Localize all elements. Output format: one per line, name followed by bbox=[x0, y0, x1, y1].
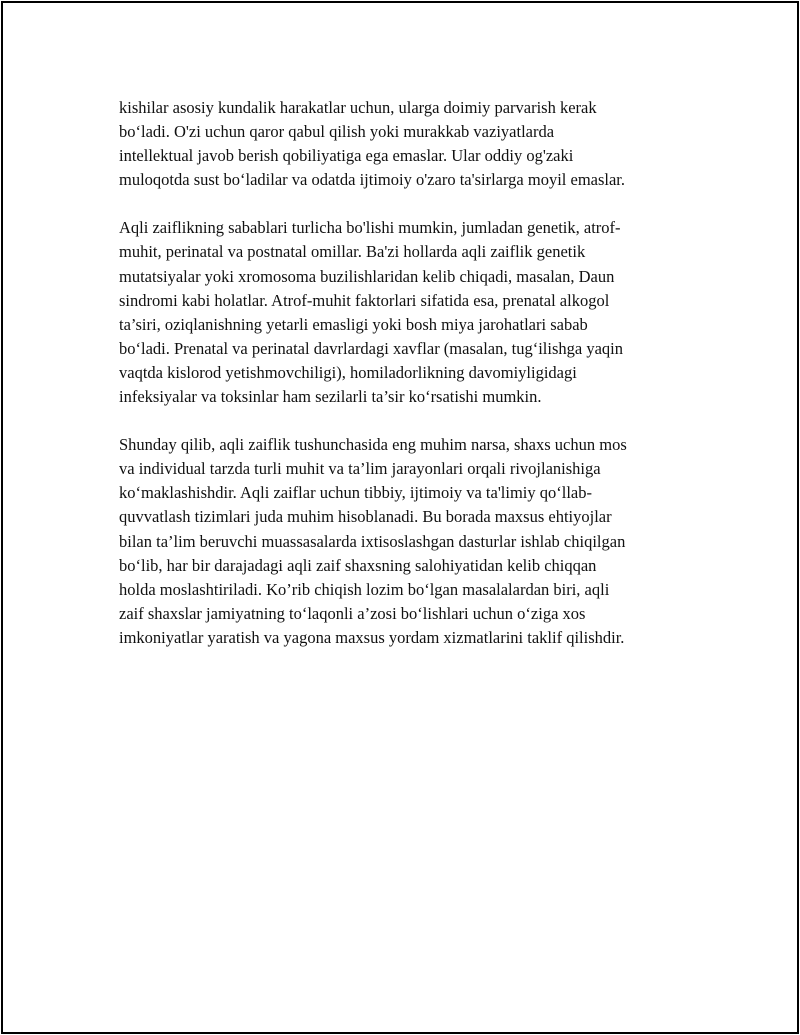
text-line: holda moslashtiriladi. Ko’rib chiqish lozim bo‘lgan masalalardan biri, aqli bbox=[119, 579, 610, 599]
text-line: intellektual javob berish qobiliyatiga ega emaslar. Ular oddiy og'zaki bbox=[119, 146, 574, 166]
text-line: bilan ta’lim beruvchi muassasalarda ixtisoslashgan dasturlar ishlab chiqilgan bbox=[119, 531, 626, 551]
text-line: muloqotda sust bo‘ladilar va odatda ijtimoiy o'zaro ta'sirlarga moyil emaslar. bbox=[119, 170, 626, 190]
document-body bbox=[119, 96, 691, 674]
text-line: sindromi kabi holatlar. Atrof-muhit faktorlari sifatida esa, prenatal alkogol bbox=[119, 290, 610, 310]
text-line: Aqli zaiflikning sabablari turlicha bo'lishi mumkin, jumladan genetik, atrof- bbox=[119, 218, 621, 238]
text-line: va individual tarzda turli muhit va ta’lim jarayonlari orqali rivojlanishiga bbox=[119, 459, 601, 479]
text-line: imkoniyatlar yaratish va yagona maxsus yordam xizmatlarini taklif qilishdir. bbox=[119, 627, 625, 647]
text-line: ko‘maklashishdir. Aqli zaiflar uchun tibbiy, ijtimoiy va ta'limiy qo‘llab- bbox=[119, 483, 592, 503]
text-line: quvvatlash tizimlari juda muhim hisoblanadi. Bu borada maxsus ehtiyojlar bbox=[119, 507, 612, 527]
text-line: Shunday qilib, aqli zaiflik tushunchasida eng muhim narsa, shaxs uchun mos bbox=[119, 435, 627, 455]
paragraph-3 bbox=[119, 433, 691, 650]
text-line: vaqtda kislorod yetishmovchiligi), homiladorlikning davomiyligidagi bbox=[119, 362, 577, 382]
paragraph-1 bbox=[119, 96, 691, 192]
text-line: ta’siri, oziqlanishning yetarli emasligi yoki bosh miya jarohatlari sabab bbox=[119, 314, 588, 334]
text-line: bo‘ladi. Prenatal va perinatal davrlardagi xavflar (masalan, tug‘ilishga yaqin bbox=[119, 338, 623, 358]
text-line: bo‘lib, har bir darajadagi aqli zaif shaxsning salohiyatidan kelib chiqqan bbox=[119, 555, 597, 575]
document-page bbox=[1, 1, 799, 1034]
text-line: mutatsiyalar yoki xromosoma buzilishlaridan kelib chiqadi, masalan, Daun bbox=[119, 266, 615, 286]
text-line: infeksiyalar va toksinlar ham sezilarli ta’sir ko‘rsatishi mumkin. bbox=[119, 387, 542, 407]
text-line: bo‘ladi. O'zi uchun qaror qabul qilish yoki murakkab vaziyatlarda bbox=[119, 122, 555, 142]
paragraph-2 bbox=[119, 216, 691, 409]
text-line: zaif shaxslar jamiyatning to‘laqonli a’zosi bo‘lishlari uchun o‘ziga xos bbox=[119, 603, 586, 623]
text-line: muhit, perinatal va postnatal omillar. Ba'zi hollarda aqli zaiflik genetik bbox=[119, 242, 586, 262]
text-line: kishilar asosiy kundalik harakatlar uchun, ularga doimiy parvarish kerak bbox=[119, 98, 597, 117]
